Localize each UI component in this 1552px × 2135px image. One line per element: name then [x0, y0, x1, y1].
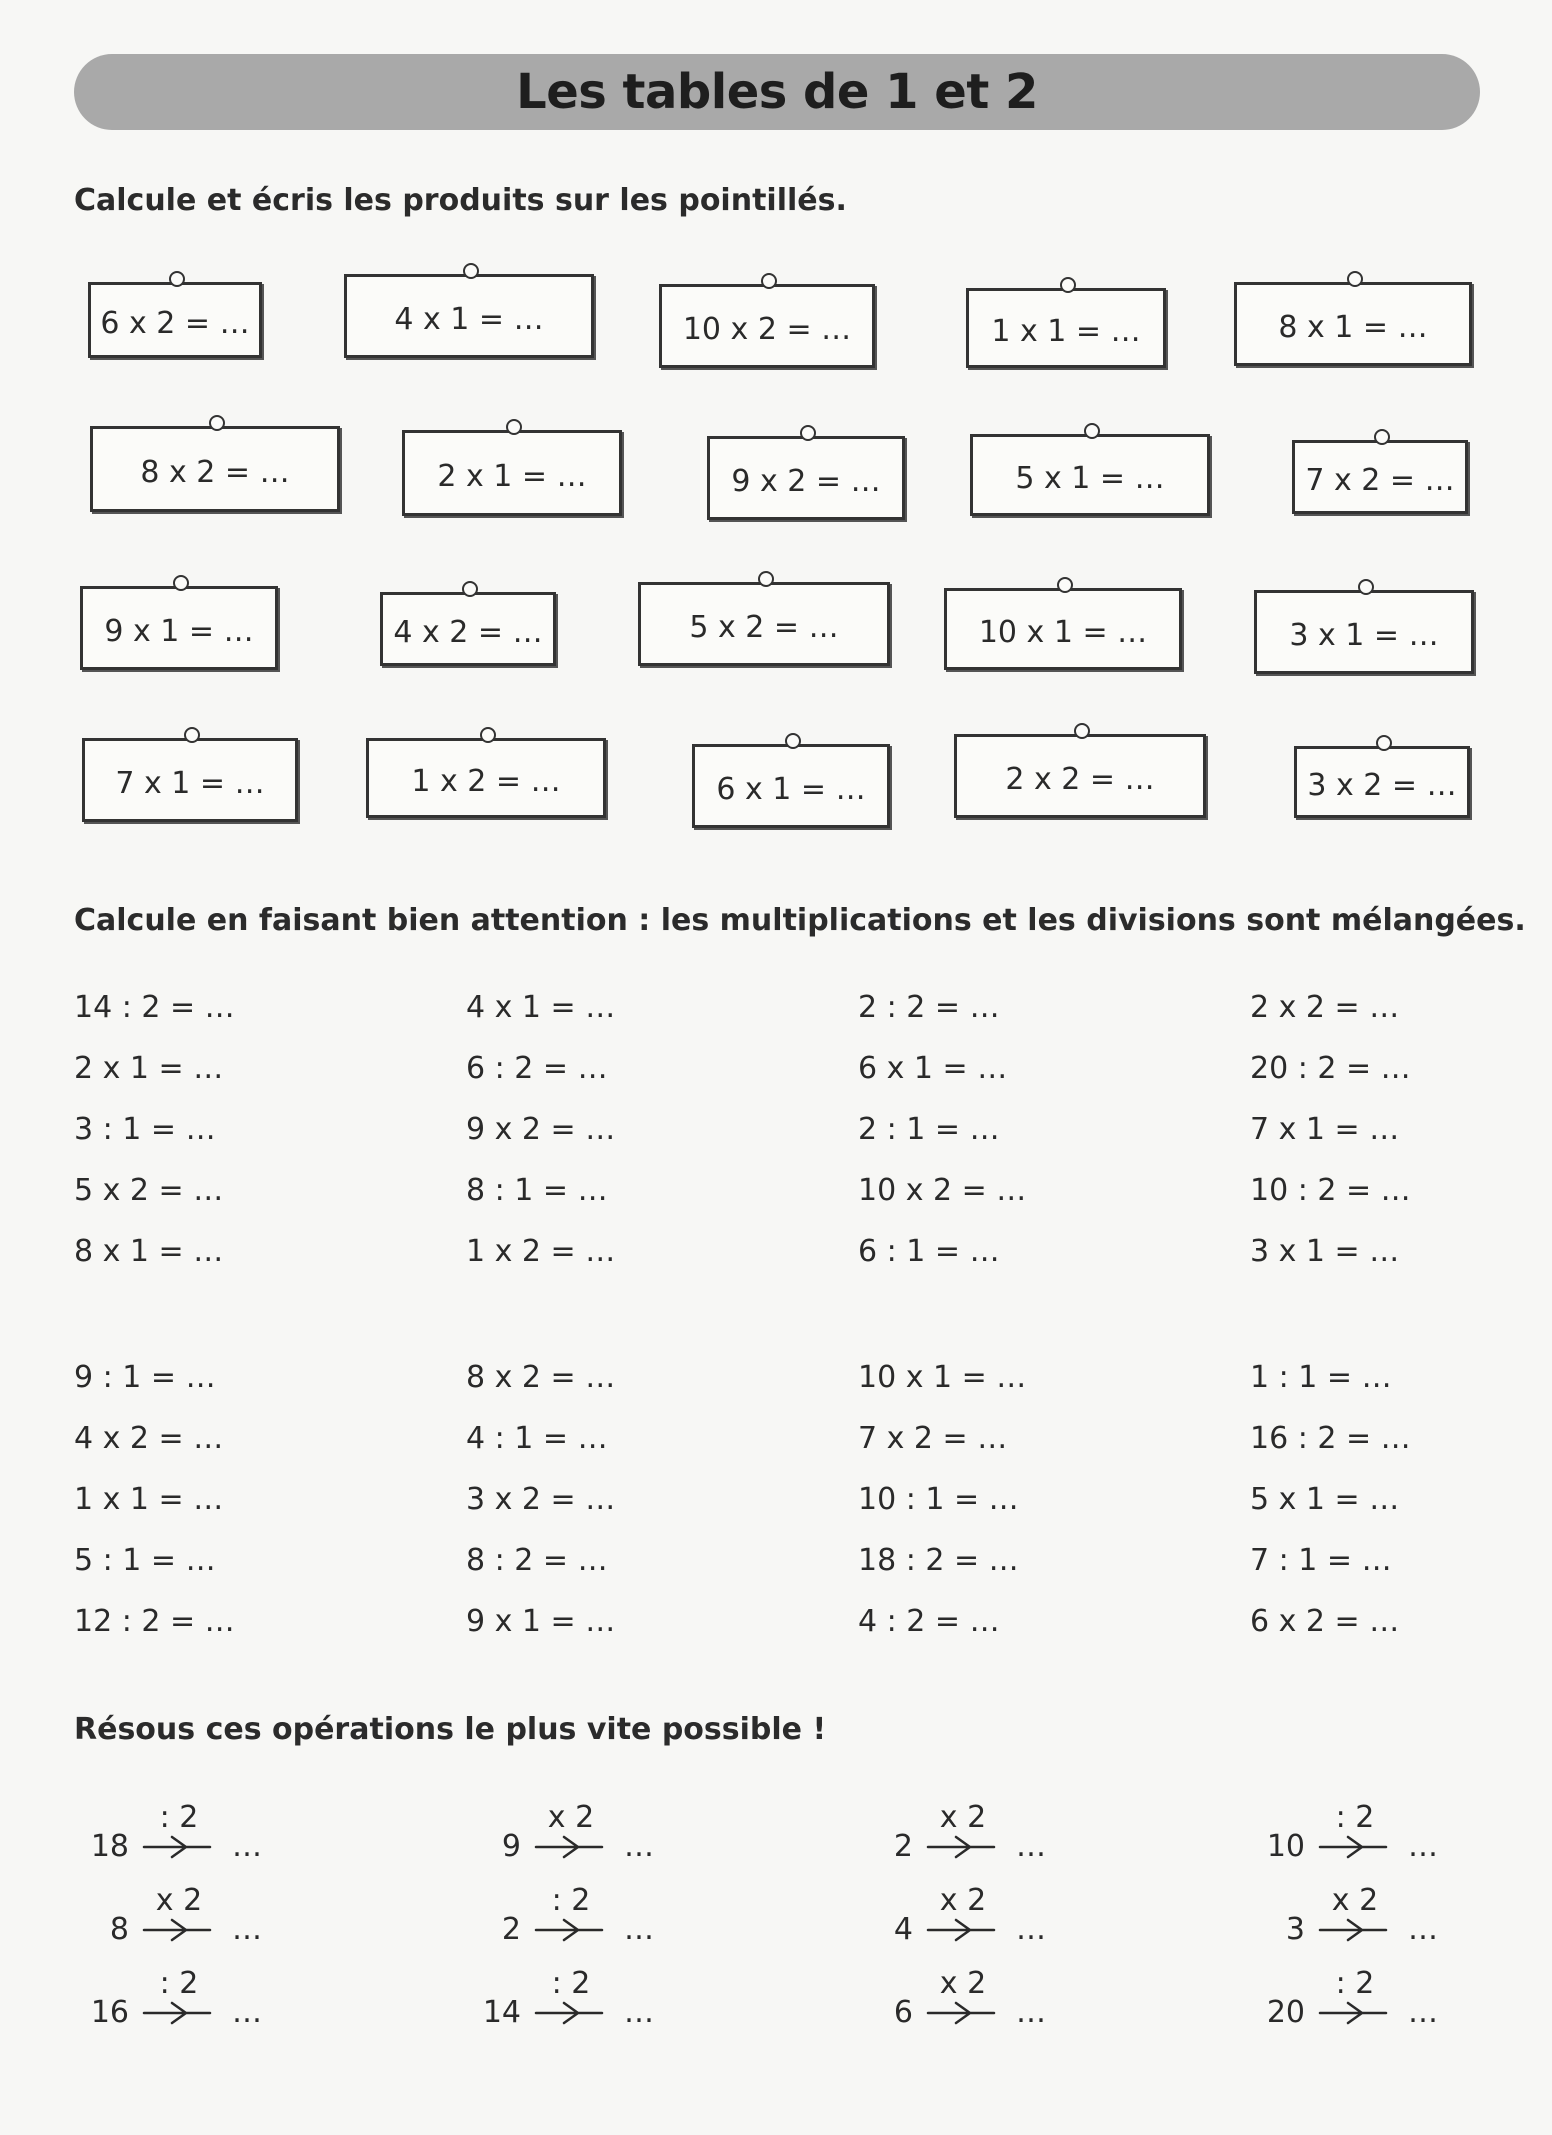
page-title: Les tables de 1 et 2 [516, 64, 1038, 120]
card-expression: 9 x 1 = … [104, 613, 254, 649]
operator-label: : 2 [1335, 1800, 1375, 1835]
multiplication-card [344, 274, 594, 358]
card-expression: 3 x 2 = … [1307, 767, 1457, 803]
operator-label: : 2 [551, 1883, 591, 1918]
pin-icon [1374, 429, 1390, 445]
pin-icon [1347, 271, 1363, 287]
multiplication-card [970, 434, 1210, 516]
card-expression: 3 x 1 = … [1289, 617, 1439, 653]
operation-item: 1 x 2 = … [466, 1234, 616, 1269]
answer-dots: … [232, 1829, 262, 1864]
pin-icon [462, 581, 478, 597]
pin-icon [184, 727, 200, 743]
answer-dots: … [1016, 1912, 1046, 1947]
instruction-1: Calcule et écris les produits sur les pointillés. [74, 183, 847, 218]
operation-item: 8 x 1 = … [74, 1234, 224, 1269]
card-expression: 4 x 1 = … [394, 301, 544, 337]
operation-item: 4 x 2 = … [74, 1421, 224, 1456]
start-number: 8 [109, 1912, 129, 1947]
arrow-right-icon [926, 1834, 998, 1860]
operation-item: 8 : 2 = … [466, 1543, 608, 1578]
multiplication-card [82, 738, 298, 822]
pin-icon [761, 273, 777, 289]
card-expression: 1 x 1 = … [991, 313, 1141, 349]
operator-label: x 2 [547, 1800, 595, 1835]
operation-item: 2 x 1 = … [74, 1051, 224, 1086]
answer-dots: … [1016, 1829, 1046, 1864]
operation-item: 3 x 1 = … [1250, 1234, 1400, 1269]
answer-dots: … [624, 1912, 654, 1947]
card-expression: 2 x 1 = … [437, 458, 587, 494]
answer-dots: … [1408, 1829, 1438, 1864]
operation-item: 7 : 1 = … [1250, 1543, 1392, 1578]
operation-item: 18 : 2 = … [858, 1543, 1019, 1578]
chain-operation [446, 1966, 706, 2036]
multiplication-card [90, 426, 340, 512]
operator-label: x 2 [1331, 1883, 1379, 1918]
operator-label: x 2 [939, 1966, 987, 2001]
multiplication-card [966, 288, 1166, 368]
operation-item: 5 x 2 = … [74, 1173, 224, 1208]
instruction-2: Calcule en faisant bien attention : les multiplications et les divisions sont mélangées. [74, 903, 1526, 938]
operation-item: 4 : 1 = … [466, 1421, 608, 1456]
chain-operation [54, 1966, 314, 2036]
multiplication-card [1234, 282, 1472, 366]
operation-item: 10 : 2 = … [1250, 1173, 1411, 1208]
start-number: 18 [90, 1829, 129, 1864]
chain-operation [838, 1800, 1098, 1870]
pin-icon [1057, 577, 1073, 593]
start-number: 16 [90, 1995, 129, 2030]
operation-item: 1 : 1 = … [1250, 1360, 1392, 1395]
pin-icon [463, 263, 479, 279]
card-expression: 7 x 2 = … [1305, 462, 1455, 498]
operation-item: 9 x 1 = … [466, 1604, 616, 1639]
multiplication-card [380, 592, 556, 666]
multiplication-card [1294, 746, 1470, 818]
card-expression: 5 x 2 = … [689, 609, 839, 645]
pin-icon [1358, 579, 1374, 595]
arrow-right-icon [926, 1917, 998, 1943]
operator-label: : 2 [551, 1966, 591, 2001]
answer-dots: … [624, 1829, 654, 1864]
operation-item: 4 x 1 = … [466, 990, 616, 1025]
pin-icon [785, 733, 801, 749]
operator-label: x 2 [939, 1883, 987, 1918]
start-number: 3 [1285, 1912, 1305, 1947]
answer-dots: … [1408, 1912, 1438, 1947]
arrow-right-icon [534, 2000, 606, 2026]
card-expression: 6 x 1 = … [716, 771, 866, 807]
operation-item: 3 x 2 = … [466, 1482, 616, 1517]
operation-item: 6 : 2 = … [466, 1051, 608, 1086]
chain-operation [446, 1800, 706, 1870]
start-number: 20 [1266, 1995, 1305, 2030]
start-number: 2 [893, 1829, 913, 1864]
arrow-right-icon [534, 1917, 606, 1943]
arrow-right-icon [142, 1834, 214, 1860]
pin-icon [209, 415, 225, 431]
operation-item: 6 x 2 = … [1250, 1604, 1400, 1639]
chain-operation [1230, 1883, 1490, 1953]
instruction-3: Résous ces opérations le plus vite possible ! [74, 1712, 827, 1747]
multiplication-card [954, 734, 1206, 818]
multiplication-card [402, 430, 622, 516]
chain-operation [1230, 1966, 1490, 2036]
pin-icon [1074, 723, 1090, 739]
arrow-right-icon [1318, 1917, 1390, 1943]
operator-label: x 2 [939, 1800, 987, 1835]
chain-operation [446, 1883, 706, 1953]
answer-dots: … [232, 1912, 262, 1947]
card-expression: 8 x 2 = … [140, 454, 290, 490]
pin-icon [480, 727, 496, 743]
operation-item: 12 : 2 = … [74, 1604, 235, 1639]
answer-dots: … [624, 1995, 654, 2030]
operator-label: : 2 [1335, 1966, 1375, 2001]
operation-item: 10 x 2 = … [858, 1173, 1027, 1208]
multiplication-card [88, 282, 262, 358]
start-number: 14 [482, 1995, 521, 2030]
pin-icon [1060, 277, 1076, 293]
operation-item: 8 : 1 = … [466, 1173, 608, 1208]
operation-item: 20 : 2 = … [1250, 1051, 1411, 1086]
chain-operation [838, 1966, 1098, 2036]
answer-dots: … [1016, 1995, 1046, 2030]
multiplication-card [692, 744, 890, 828]
operation-item: 4 : 2 = … [858, 1604, 1000, 1639]
pin-icon [800, 425, 816, 441]
multiplication-card [1254, 590, 1474, 674]
operator-label: x 2 [155, 1883, 203, 1918]
chain-operation [54, 1800, 314, 1870]
card-expression: 2 x 2 = … [1005, 761, 1155, 797]
operation-item: 8 x 2 = … [466, 1360, 616, 1395]
chain-operation [838, 1883, 1098, 1953]
multiplication-card [659, 284, 875, 368]
card-expression: 4 x 2 = … [393, 614, 543, 650]
operator-label: : 2 [159, 1800, 199, 1835]
pin-icon [1084, 423, 1100, 439]
multiplication-card [80, 586, 278, 670]
multiplication-card [638, 582, 890, 666]
chain-operation [54, 1883, 314, 1953]
card-expression: 8 x 1 = … [1278, 309, 1428, 345]
pin-icon [173, 575, 189, 591]
operation-item: 6 : 1 = … [858, 1234, 1000, 1269]
arrow-right-icon [926, 2000, 998, 2026]
start-number: 10 [1266, 1829, 1305, 1864]
operation-item: 5 : 1 = … [74, 1543, 216, 1578]
operation-item: 9 : 1 = … [74, 1360, 216, 1395]
operation-item: 6 x 1 = … [858, 1051, 1008, 1086]
card-expression: 5 x 1 = … [1015, 460, 1165, 496]
card-expression: 1 x 2 = … [411, 763, 561, 799]
arrow-right-icon [1318, 2000, 1390, 2026]
arrow-right-icon [1318, 1834, 1390, 1860]
operation-item: 1 x 1 = … [74, 1482, 224, 1517]
multiplication-cards [0, 0, 1552, 900]
arrow-right-icon [142, 1917, 214, 1943]
operation-item: 7 x 1 = … [1250, 1112, 1400, 1147]
operation-item: 10 x 1 = … [858, 1360, 1027, 1395]
pin-icon [169, 271, 185, 287]
operation-item: 14 : 2 = … [74, 990, 235, 1025]
multiplication-card [1292, 440, 1468, 514]
answer-dots: … [232, 1995, 262, 2030]
operation-item: 2 : 2 = … [858, 990, 1000, 1025]
card-expression: 6 x 2 = … [100, 305, 250, 341]
start-number: 2 [501, 1912, 521, 1947]
operation-item: 10 : 1 = … [858, 1482, 1019, 1517]
pin-icon [758, 571, 774, 587]
operation-item: 9 x 2 = … [466, 1112, 616, 1147]
multiplication-card [707, 436, 905, 520]
start-number: 6 [893, 1995, 913, 2030]
operation-item: 16 : 2 = … [1250, 1421, 1411, 1456]
arrow-right-icon [142, 2000, 214, 2026]
multiplication-card [366, 738, 606, 818]
operator-label: : 2 [159, 1966, 199, 2001]
arrow-right-icon [534, 1834, 606, 1860]
card-expression: 9 x 2 = … [731, 463, 881, 499]
chain-operation [1230, 1800, 1490, 1870]
operation-item: 7 x 2 = … [858, 1421, 1008, 1456]
pin-icon [1376, 735, 1392, 751]
card-expression: 10 x 1 = … [978, 614, 1148, 650]
operation-item: 5 x 1 = … [1250, 1482, 1400, 1517]
operation-item: 2 : 1 = … [858, 1112, 1000, 1147]
pin-icon [506, 419, 522, 435]
operation-item: 3 : 1 = … [74, 1112, 216, 1147]
start-number: 4 [893, 1912, 913, 1947]
card-expression: 10 x 2 = … [682, 311, 852, 347]
card-expression: 7 x 1 = … [115, 765, 265, 801]
start-number: 9 [501, 1829, 521, 1864]
multiplication-card [944, 588, 1182, 670]
operation-item: 2 x 2 = … [1250, 990, 1400, 1025]
answer-dots: … [1408, 1995, 1438, 2030]
